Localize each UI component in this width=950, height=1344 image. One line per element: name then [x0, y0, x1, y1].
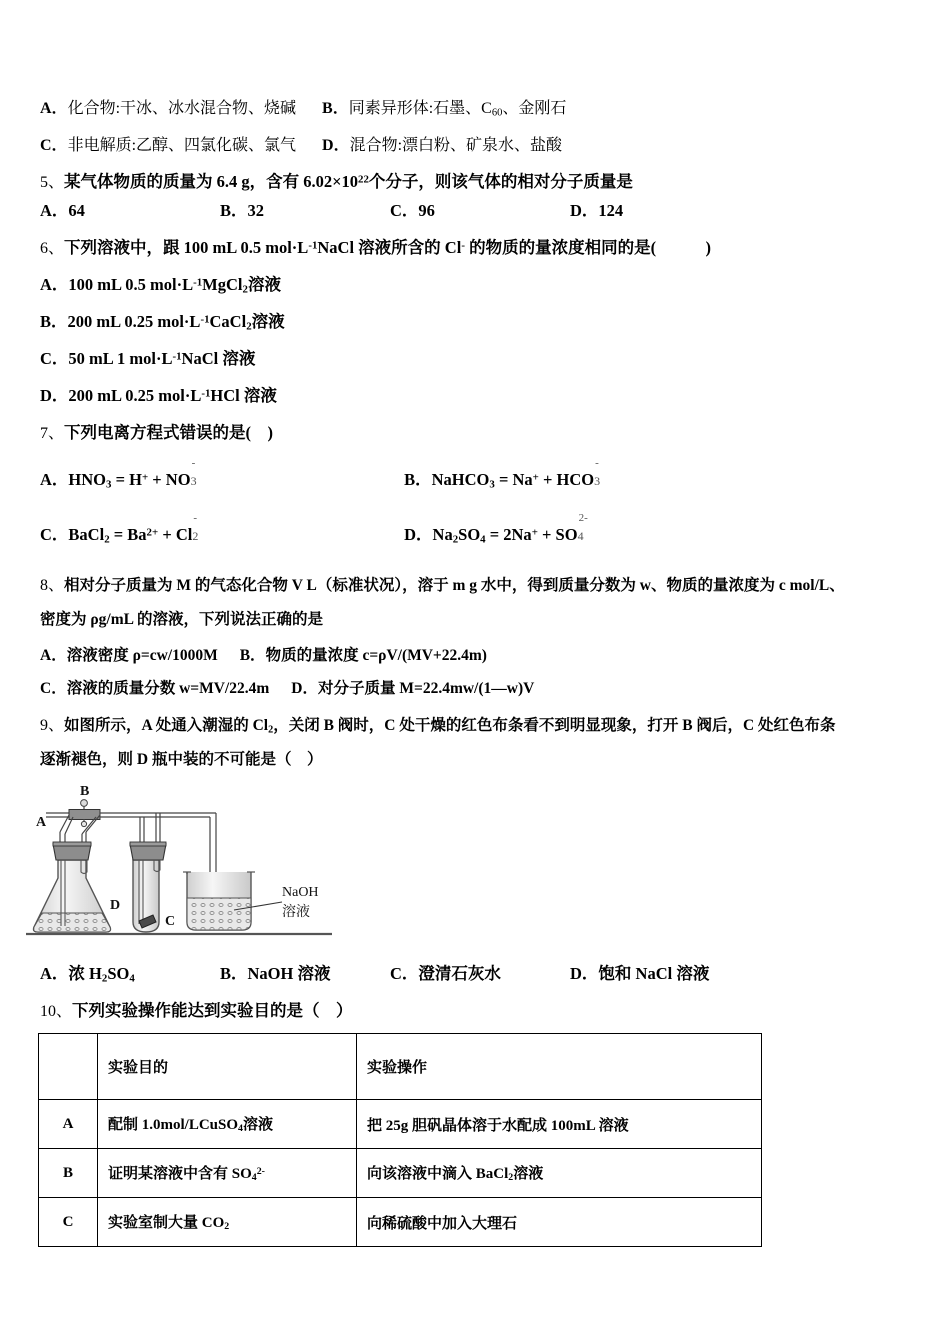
q7-option-a-formula-pre: HNO: [68, 470, 107, 489]
question-6-stem: [40, 240, 711, 257]
q7-option-b-equals: = Na: [494, 470, 533, 489]
question-5-exponent: 22: [358, 173, 369, 186]
q7-option-c-ion-group: [192, 512, 200, 544]
q8-option-row-cd: [40, 681, 534, 697]
q9-option-a-pre: 浓 H: [68, 964, 102, 983]
table-row-a-op-pre: 把 25g 胆矾晶体溶于水配成 100mL 溶液: [367, 1117, 629, 1134]
q7-option-d-charge-1: +: [531, 526, 538, 539]
table-row: [39, 1100, 762, 1149]
label-a-text: A: [36, 815, 47, 830]
question-10-stem-text: 下列实验操作能达到实验目的是（ ）: [72, 1001, 353, 1020]
q8-option-b-label: B．: [239, 647, 266, 664]
q7-option-a-charge-1: +: [141, 471, 149, 484]
question-9-line-1-post: ，关闭 B 阀时，C 处干燥的红色布条看不到明显现象，打开 B 阀后，C 处红色布条: [273, 717, 836, 734]
table-row-a-operation: [357, 1100, 762, 1149]
q6-option-b-post: 溶液: [251, 312, 285, 331]
table-row: [39, 1198, 762, 1247]
q7-option-row-cd: [40, 512, 588, 546]
q9-option-d-text: 饱和 NaCl 溶液: [598, 964, 710, 983]
naoh-label-line-2: 溶液: [282, 903, 310, 919]
q5-option-d-label: D．: [570, 201, 599, 220]
q7-option-b-ion-number: 3: [594, 474, 601, 488]
q7-option-d-equals: = 2Na: [485, 525, 532, 544]
table-row-b-op-pre: 向该溶液中滴入 BaCl: [367, 1166, 509, 1183]
table-header-operation: 实验操作: [357, 1034, 762, 1100]
q5-option-b-text: 32: [247, 201, 265, 220]
q7-option-a-equals: = H: [111, 470, 142, 489]
q4-option-b-subscript: 60: [491, 107, 503, 119]
table-row-c-goal-subscript: 2: [224, 1221, 230, 1233]
q7-option-c-formula-pre: BaCl: [68, 525, 105, 544]
question-5-stem: [40, 174, 633, 191]
q6-option-a-post: 溶液: [247, 275, 281, 294]
question-9-options: [40, 966, 709, 984]
q4-option-d-text: 混合物:漂白粉、矿泉水、盐酸: [349, 137, 563, 154]
table-row-b-index: B: [39, 1149, 98, 1198]
question-6-exponent-1: -1: [308, 239, 318, 252]
question-6-stem-a: 下列溶液中，跟 100 mL 0.5 mol·L: [64, 238, 309, 257]
q8-option-a-label: A．: [40, 647, 67, 664]
q6-option-d-post: 溶液: [243, 386, 277, 405]
q7-option-a-ion-number: 3: [190, 474, 197, 488]
question-8-line-1-text: 相对分子质量为 M 的气态化合物 V L（标准状况），溶于 m g 水中，得到质量分数为 w、物质的量浓度为 c mol/L、: [64, 577, 845, 594]
table-row-a-goal-subscript: 4: [238, 1123, 243, 1135]
q6-option-c-post: 溶液: [222, 349, 256, 368]
q6-option-b-subscript: 2: [246, 320, 252, 333]
table-header-row: [39, 1034, 762, 1100]
q7-option-d-subscript: 2: [452, 533, 459, 546]
q7-option-a-plus: + NO: [148, 470, 191, 489]
table-header-goal: 实验目的: [98, 1034, 357, 1100]
q9-option-d-label: D．: [570, 964, 599, 983]
table-row-a-goal-pre: 配制 1.0mol/LCuSO: [108, 1117, 239, 1134]
question-7-number: 7、: [40, 425, 65, 442]
q6-option-c: [40, 351, 255, 369]
label-b-text: B: [80, 784, 90, 799]
label-c-text: C: [165, 914, 176, 929]
q5-option-a-label: A．: [40, 201, 69, 220]
q6-option-c-pre: 50 mL 1 mol·L: [68, 349, 173, 368]
question-10-number: 10、: [40, 1003, 73, 1020]
table-row-c-goal-pre: 实验室制大量 CO: [108, 1215, 225, 1232]
table-row-b-goal-charge: 2-: [256, 1166, 265, 1178]
q9-option-b-text: NaOH 溶液: [247, 964, 331, 983]
question-6-number: 6、: [40, 240, 65, 257]
q7-option-b-plus: + HCO: [538, 470, 595, 489]
q5-option-d-text: 124: [598, 201, 624, 220]
q8-option-a-text: 溶液密度 ρ=cw/1000M: [66, 647, 218, 664]
q4-option-line-ab: [40, 95, 566, 118]
table-row-b-goal: [98, 1149, 357, 1198]
q7-option-d-label: D．: [404, 525, 433, 544]
q7-option-b-formula-pre: NaHCO: [431, 470, 490, 489]
question-9-line-2: [40, 752, 322, 768]
q7-option-d-formula-pre: Na: [432, 525, 453, 544]
q6-option-a-mid: MgCl: [202, 275, 243, 294]
naoh-label-line-1: NaOH: [282, 885, 319, 900]
q4-option-b-text-post: 、金刚石: [502, 100, 567, 117]
question-9-line-2-text: 逐渐褪色，则 D 瓶中装的不可能是（ ）: [40, 751, 323, 768]
q6-option-d: [40, 388, 277, 406]
q7-option-d-formula-mid: SO: [458, 525, 481, 544]
q7-option-c-ion-charge: -: [193, 512, 198, 524]
table-row-c-operation: [357, 1198, 762, 1247]
q7-option-c-charge-1: 2+: [146, 526, 159, 539]
question-6-exponent-2: -: [461, 239, 465, 252]
table-row-c-goal: [98, 1198, 357, 1247]
q8-option-d-text: 对分子质量 M=22.4mw/(1—w)V: [317, 680, 535, 697]
table-row-b-goal-subscript: 4: [251, 1172, 257, 1184]
q5-option-b-label: B．: [220, 201, 248, 220]
question-9-line-1: [40, 718, 836, 735]
q4-option-c-text: 非电解质:乙醇、四氯化碳、氯气: [67, 137, 297, 154]
q7-option-d-ion-group: [577, 512, 588, 544]
question-8-number: 8、: [40, 577, 65, 594]
label-d-text: D: [110, 898, 121, 913]
table-row-a-goal-post: 溶液: [242, 1117, 273, 1134]
q6-option-a: [40, 277, 281, 295]
table-row-a-goal: [98, 1100, 357, 1149]
q6-option-b-label: B．: [40, 312, 68, 331]
q4-option-a-label: A．: [40, 100, 68, 117]
q7-option-d-subscript-2: 4: [480, 533, 486, 546]
question-10-stem: [40, 1003, 353, 1020]
question-8-line-2-text: 密度为 ρg/mL 的溶液，下列说法正确的是: [40, 611, 323, 628]
table-row-c-op-pre: 向稀硫酸中加入大理石: [367, 1215, 518, 1232]
q7-option-b-ion-charge: -: [595, 457, 599, 469]
q4-option-a-text: 化合物:干冰、冰水混合物、烧碱: [67, 100, 297, 117]
flask-liquid: [34, 913, 111, 932]
q8-option-c-label: C．: [40, 680, 67, 697]
q6-option-a-pre: 100 mL 0.5 mol·L: [68, 275, 194, 294]
question-8-line-2: [40, 612, 323, 628]
q7-option-b-subscript: 3: [489, 478, 495, 491]
q7-option-a-ion-charge: -: [191, 457, 196, 469]
q7-option-d-plus: + SO: [537, 525, 578, 544]
q9-option-a-mid: SO: [107, 964, 130, 983]
q4-option-line-cd: [40, 132, 562, 155]
question-7-stem: [40, 425, 273, 442]
q9-option-b-label: B．: [220, 964, 248, 983]
q7-option-c-label: C．: [40, 525, 69, 544]
question-9-number: 9、: [40, 717, 65, 734]
q9-option-a-sub-1: 2: [101, 972, 108, 985]
q9-option-c-label: C．: [390, 964, 419, 983]
q7-option-b-ion-group: [594, 457, 602, 489]
q7-option-b-label: B．: [404, 470, 432, 489]
question-9-line-1-pre: 如图所示，A 处通入潮湿的 Cl: [64, 717, 269, 734]
beaker-liquid: [187, 898, 251, 930]
q6-option-b-exponent: -1: [200, 313, 210, 326]
q6-option-c-exponent: -1: [172, 350, 182, 363]
q6-option-a-subscript: 2: [242, 283, 248, 296]
q9-option-c-text: 澄清石灰水: [418, 964, 501, 983]
q4-option-c-label: C．: [40, 137, 68, 154]
experiment-table: [38, 1033, 762, 1247]
question-7-stem-text: 下列电离方程式错误的是( ): [64, 423, 274, 442]
q7-option-b-charge-1: +: [532, 471, 539, 484]
q7-option-c-equals: = Ba: [109, 525, 147, 544]
q5-option-c-text: 96: [418, 201, 435, 220]
q7-option-a-label: A．: [40, 470, 69, 489]
q8-option-c-text: 溶液的质量分数 w=MV/22.4m: [66, 680, 270, 697]
q6-option-d-mid: HCl: [210, 386, 244, 405]
q8-option-d-label: D．: [291, 680, 318, 697]
q6-option-d-pre: 200 mL 0.25 mol·L: [68, 386, 202, 405]
q6-option-d-exponent: -1: [201, 387, 211, 400]
q7-option-c-ion-number: 2: [192, 529, 199, 543]
q9-option-a-sub-2: 4: [129, 972, 135, 985]
q6-option-b-pre: 200 mL 0.25 mol·L: [67, 312, 201, 331]
q5-option-a-text: 64: [68, 201, 85, 220]
question-5-options: [40, 203, 623, 220]
q4-option-d-label: D．: [322, 137, 350, 154]
q4-option-b-text-pre: 同素异形体:石墨、C: [348, 100, 492, 117]
question-6-stem-b: NaCl 溶液所含的 Cl: [317, 238, 462, 257]
q7-option-c-plus: + Cl: [158, 525, 193, 544]
question-5-stem-pre: 某气体物质的质量为 6.4 g，含有 6.02×10: [64, 172, 359, 191]
q6-option-b: [40, 314, 285, 332]
table-row-b-goal-pre: 证明某溶液中含有 SO: [108, 1166, 252, 1183]
q7-option-a-ion-group: [190, 457, 199, 489]
table-row-b-op-post: 溶液: [513, 1166, 544, 1183]
q6-option-a-exponent: -1: [193, 276, 203, 289]
question-5-number: 5、: [40, 174, 65, 191]
q4-option-b-label: B．: [322, 100, 349, 117]
table-row: [39, 1149, 762, 1198]
table-row-b-operation: [357, 1149, 762, 1198]
q6-option-c-mid: NaCl: [181, 349, 223, 368]
q7-option-d-ion-number: 4: [577, 529, 584, 543]
question-8-line-1: [40, 578, 845, 594]
question-5-stem-post: 个分子，则该气体的相对分子质量是: [368, 172, 633, 191]
question-9-cl2-subscript: 2: [268, 724, 274, 736]
q8-option-row-ab: [40, 648, 487, 664]
table-row-b-op-subscript: 2: [508, 1172, 514, 1184]
q6-option-b-mid: CaCl: [209, 312, 247, 331]
q7-option-d-ion-charge: 2-: [578, 512, 588, 524]
apparatus-diagram: [20, 782, 350, 960]
q7-option-c-subscript: 2: [104, 533, 110, 546]
q5-option-c-label: C．: [390, 201, 419, 220]
q7-option-row-ab: [40, 457, 602, 491]
q6-option-d-label: D．: [40, 386, 69, 405]
q9-option-a-label: A．: [40, 964, 69, 983]
question-6-stem-c: 的物质的量浓度相同的是( ): [464, 238, 712, 257]
table-row-a-index: A: [39, 1100, 98, 1149]
q8-option-b-text: 物质的量浓度 c=ρV/(MV+22.4m): [265, 647, 487, 664]
table-row-c-index: C: [39, 1198, 98, 1247]
q7-option-a-subscript: 3: [106, 478, 112, 491]
q6-option-c-label: C．: [40, 349, 69, 368]
q6-option-a-label: A．: [40, 275, 69, 294]
table-header-index: [39, 1034, 98, 1100]
